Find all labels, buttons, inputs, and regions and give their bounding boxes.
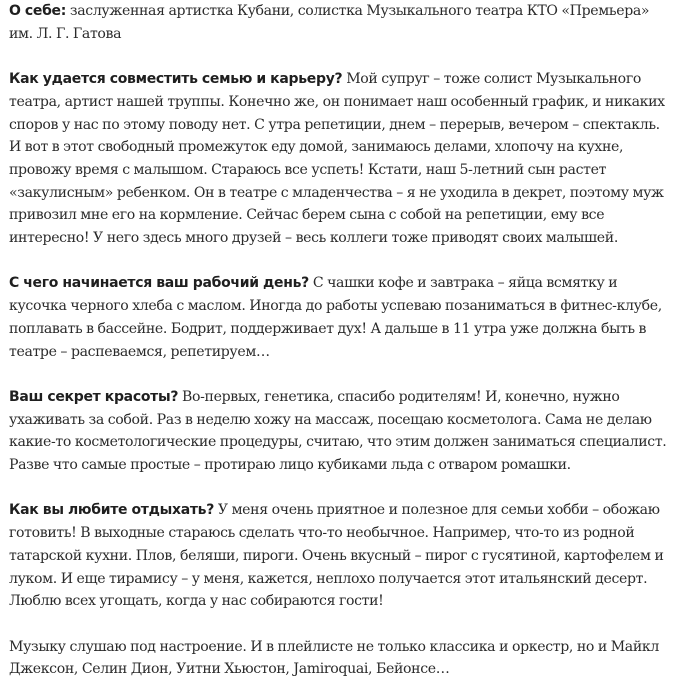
answer-beauty: Во-первых, генетика, спасибо родителям! И, конечно, нужно ухаживать за собой. Раз в неделю хожу на массаж, посещаю косметолога. Сама не делаю какие-то косметологические процедуры, считаю, что этим должен заниматься специалист. Разве что самые простые – протираю лицо кубиками льда с отваром ромашки. — [9, 388, 667, 474]
answer-family-career: Мой супруг – тоже солист Музыкального театра, артист нашей труппы. Конечно же, он понимает наш особенный график, и никаких споров у нас по этому поводу нет. С утра репетиции, днем – перерыв, вечером – спектакль. И вот в этот свободный промежуток еду домой, занимаюсь делами, хлопочу на кухне, провожу время с малышом. Стараюсь все успеть! Кстати, наш 5-летний сын растет «закулисным» ребенком. Он в театре с младенчества – я не уходила в декрет, поэтому муж привозил мне его на кормление. Сейчас берем сына с собой на репетиции, ему все интересно! У него здесь много друзей – весь коллеги тоже приводят своих малышей. — [9, 71, 665, 247]
question-workday: С чего начинается ваш рабочий день? — [9, 275, 309, 292]
closing-paragraph: Музыку слушаю под настроение. И в плейлисте не только классика и оркестр, но и Майкл Джексон, Селин Дион, Уитни Хьюстон, Jamiroquai, Бейонсе… — [9, 638, 659, 678]
question-leisure: Как вы любите отдыхать? — [9, 502, 215, 519]
bio-label: О себе: — [9, 3, 67, 19]
bio-paragraph — [9, 0, 669, 45]
qa-paragraph-leisure — [9, 499, 669, 613]
qa-paragraph-workday — [9, 272, 669, 363]
qa-paragraph-family-career — [9, 68, 669, 250]
answer-leisure: У меня очень приятное и полезное для семьи хобби – обожаю готовить! В выходные стараюсь сделать что-то необычное. Например, что-то из родной татарской кухни. Плов, беляши, пироги. Очень вкусный – пирог с гусятиной, картофелем и луком. И еще тирамису – у меня, кажется, неплохо получается этот итальянский десерт. Люблю всех угощать, когда у нас собираются гости! — [9, 502, 664, 610]
question-family-career: Как удается совместить семью и карьеру? — [9, 71, 343, 88]
bio-text: заслуженная артистка Кубани, солистка Музыкального театра КТО «Премьера» им. Л. Г. Гатова — [9, 3, 650, 42]
qa-paragraph-beauty — [9, 386, 669, 477]
answer-workday: С чашки кофе и завтрака – яйца всмятку и кусочка черного хлеба с маслом. Иногда до работы успеваю позаниматься в фитнес-клубе, поплавать в бассейне. Бодрит, поддерживает дух! А дальше в 11 утра уже должна быть в театре – распеваемся, репетируем… — [9, 275, 662, 360]
article-body — [9, 0, 669, 681]
question-beauty: Ваш секрет красоты? — [9, 388, 179, 405]
